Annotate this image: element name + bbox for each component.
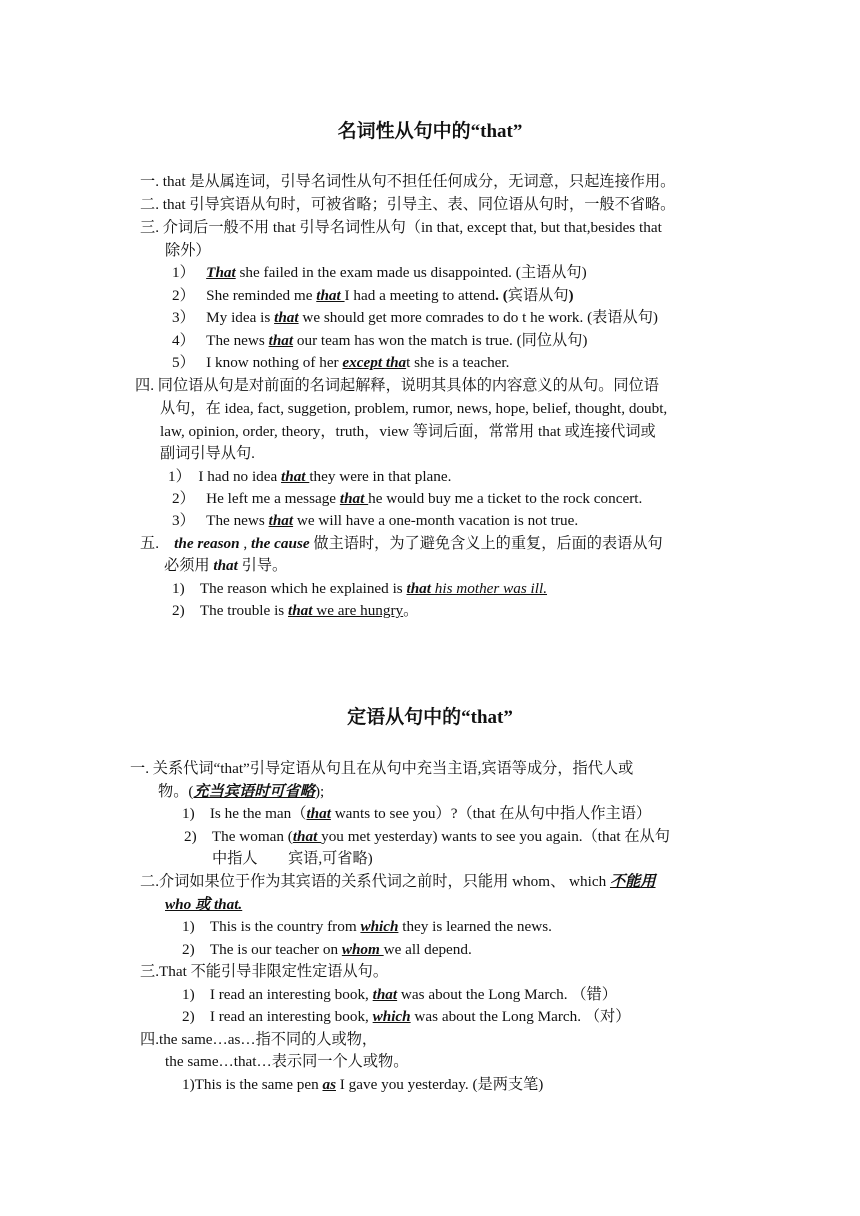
s1-example-1 bbox=[172, 262, 587, 284]
example-number: 1) bbox=[182, 986, 195, 1003]
example-lead: The news bbox=[206, 332, 269, 349]
s1-point-3-line1: 三. 介词后一般不用 that 引导名词性从句（in that, except that, but that,besides that bbox=[140, 219, 662, 236]
example-number: 1） bbox=[172, 264, 195, 281]
example-lead: I know nothing of her bbox=[206, 354, 343, 371]
example-rest: his mother was ill. bbox=[430, 580, 548, 597]
s1-predicative-2 bbox=[172, 600, 418, 622]
keyword-as: as bbox=[322, 1076, 336, 1093]
s2-preposition-1 bbox=[182, 916, 552, 938]
example-rest: they is learned the news. bbox=[398, 918, 552, 935]
section1-title: 名词性从句中的“that” bbox=[337, 121, 523, 142]
example-lead: The is our teacher on bbox=[209, 941, 342, 958]
example-lead: The reason which he explained is bbox=[199, 580, 407, 597]
example-number: 2） bbox=[172, 287, 195, 304]
point-lead: 必须用 bbox=[164, 557, 214, 574]
s2-same-example-1 bbox=[182, 1074, 543, 1096]
s2-point-4-line2: the same…that…表示同一个人或物。 bbox=[165, 1053, 409, 1070]
example-rest: they were in that plane. bbox=[309, 468, 452, 485]
s2-point-2-line2: who 或 that. bbox=[165, 896, 243, 913]
example-lead: My idea is bbox=[206, 309, 275, 326]
s1-predicative-1 bbox=[172, 578, 547, 600]
example-rest: was about the Long March. （对） bbox=[410, 1008, 631, 1025]
example-number: 1) bbox=[172, 580, 185, 597]
point-lead: 二.介词如果位于作为其宾语的关系代词之前时，只能用 whom、 which bbox=[140, 873, 610, 890]
s2-point-2-line1 bbox=[140, 871, 656, 893]
example-lead: The trouble is bbox=[199, 602, 288, 619]
s1-point-4-line3: law, opinion, order, theory，truth，view 等词后面，常常用 that 或连接代词或 bbox=[160, 423, 656, 440]
example-rest: I gave you yesterday. (是两支笔) bbox=[335, 1076, 544, 1093]
keyword-that: that bbox=[316, 287, 345, 304]
example-rest: you met yesterday) wants to see you again.（that 在从句 bbox=[321, 828, 670, 845]
s2-point-1-line1: 一. 关系代词“that”引导定语从句且在从句中充当主语,宾语等成分，指代人或 bbox=[130, 760, 634, 777]
keyword-that: that bbox=[406, 580, 431, 597]
example-lead: She reminded me bbox=[206, 287, 317, 304]
example-lead: He left me a message bbox=[206, 490, 340, 507]
s1-example-4 bbox=[172, 330, 587, 352]
example-number: 2） bbox=[172, 490, 195, 507]
s1-appositive-1 bbox=[168, 466, 451, 488]
s2-point-3: 三.That 不能引导非限定性定语从句。 bbox=[140, 963, 389, 980]
s1-example-3 bbox=[172, 307, 658, 329]
example-number: 1) bbox=[182, 918, 195, 935]
example-lead: The news bbox=[206, 512, 269, 529]
keyword-that: that bbox=[339, 490, 369, 507]
point-rest: 引导。 bbox=[237, 557, 288, 574]
keyword-except-that: except tha bbox=[342, 354, 407, 371]
s2-nonrestrictive-1 bbox=[182, 984, 617, 1006]
point-number: 五. bbox=[140, 535, 159, 552]
keyword-that: that bbox=[213, 557, 238, 574]
keyword-cannot-use: 不能用 bbox=[609, 873, 656, 890]
example-rest: t she is a teacher. bbox=[406, 354, 510, 371]
example-rest: we all depend. bbox=[383, 941, 472, 958]
s1-point-1: 一. that 是从属连词，引导名词性从句不担任任何成分，无词意，只起连接作用。 bbox=[140, 173, 676, 190]
s2-point-4-line1: 四.the same…as…指不同的人或物， bbox=[140, 1031, 378, 1048]
example-number: 4） bbox=[172, 332, 195, 349]
example-rest: our team has won the match is true. (同位从句) bbox=[293, 332, 588, 349]
example-rest: he would buy me a ticket to the rock concert. bbox=[368, 490, 643, 507]
keyword-that: that bbox=[268, 512, 294, 529]
example-lead: Is he the man（ bbox=[209, 805, 307, 822]
example-number: 3） bbox=[172, 309, 195, 326]
example-number: 2) bbox=[184, 828, 197, 845]
keyword-the-reason: the reason bbox=[174, 535, 240, 552]
example-number: 2) bbox=[182, 1008, 195, 1025]
s1-point-2: 二. that 引导宾语从句时，可被省略；引导主、表、同位语从句时，一般不省略。 bbox=[140, 196, 676, 213]
example-lead: I read an interesting book, bbox=[209, 1008, 373, 1025]
text-sep: , bbox=[239, 535, 251, 552]
s2-example-2-cont: 中指人 宾语,可省略) bbox=[212, 850, 373, 867]
point-rest: ); bbox=[314, 783, 325, 800]
example-rest: she failed in the exam made us disappointed. (主语从句) bbox=[235, 264, 587, 281]
s1-appositive-3 bbox=[172, 510, 578, 532]
example-number: 1） bbox=[168, 468, 191, 485]
example-lead: The woman ( bbox=[211, 828, 293, 845]
s2-nonrestrictive-2 bbox=[182, 1006, 630, 1028]
s2-point-1-line2 bbox=[158, 781, 324, 803]
keyword-that: That bbox=[206, 264, 236, 281]
example-number: 2) bbox=[182, 941, 195, 958]
keyword-that: that bbox=[372, 986, 398, 1003]
keyword-that: that bbox=[274, 309, 299, 326]
s1-point-5-line2 bbox=[164, 555, 287, 577]
example-label: 宾语从句 bbox=[507, 287, 569, 304]
example-number: 5） bbox=[172, 354, 195, 371]
keyword-whom: whom bbox=[341, 941, 384, 958]
s1-appositive-2 bbox=[172, 488, 642, 510]
s1-example-5 bbox=[172, 352, 509, 374]
s2-example-2 bbox=[184, 826, 670, 848]
example-punct: . ( bbox=[495, 287, 508, 304]
s1-point-3-line2: 除外） bbox=[165, 242, 211, 259]
s1-point-4-line4: 副词引导从句. bbox=[160, 445, 255, 462]
example-rest: we are hungry bbox=[312, 602, 404, 619]
keyword-that: that bbox=[288, 602, 313, 619]
example-lead: 1)This is the same pen bbox=[182, 1076, 323, 1093]
example-close: ) bbox=[568, 287, 574, 304]
s2-example-1 bbox=[182, 803, 651, 825]
keyword-which: which bbox=[360, 918, 399, 935]
keyword-omit-note: 充当宾语时可省略 bbox=[193, 783, 315, 800]
example-rest: I had a meeting to attend bbox=[344, 287, 496, 304]
section2-title: 定语从句中的“that” bbox=[347, 707, 513, 728]
example-rest: was about the Long March. （错） bbox=[397, 986, 617, 1003]
example-rest: we will have a one-month vacation is not true. bbox=[293, 512, 579, 529]
point-lead: 物。( bbox=[158, 783, 194, 800]
s1-point-5-line1 bbox=[140, 533, 663, 555]
example-end: 。 bbox=[403, 602, 419, 619]
example-number: 3） bbox=[172, 512, 195, 529]
s1-point-4-line2: 从句，在 idea, fact, suggetion, problem, rumor, news, hope, belief, thought, doubt, bbox=[160, 400, 668, 417]
example-lead: This is the country from bbox=[209, 918, 361, 935]
keyword-which: which bbox=[372, 1008, 411, 1025]
example-rest: we should get more comrades to do t he work. (表语从句) bbox=[298, 309, 658, 326]
example-number: 2) bbox=[172, 602, 185, 619]
keyword-that: that bbox=[306, 805, 331, 822]
example-lead: I read an interesting book, bbox=[209, 986, 373, 1003]
example-rest: wants to see you）?（that 在从句中指人作主语） bbox=[330, 805, 652, 822]
point-rest: 做主语时，为了避免含义上的重复，后面的表语从句 bbox=[309, 535, 663, 552]
keyword-that: that bbox=[268, 332, 294, 349]
keyword-that: that bbox=[292, 828, 322, 845]
keyword-that: that bbox=[281, 468, 310, 485]
example-number: 1) bbox=[182, 805, 195, 822]
keyword-the-cause: the cause bbox=[250, 535, 310, 552]
example-lead: I had no idea bbox=[198, 468, 282, 485]
s2-preposition-2 bbox=[182, 939, 472, 961]
s1-example-2 bbox=[172, 285, 574, 307]
s1-point-4-line1: 四. 同位语从句是对前面的名词起解释，说明其具体的内容意义的从句。同位语 bbox=[135, 377, 659, 394]
